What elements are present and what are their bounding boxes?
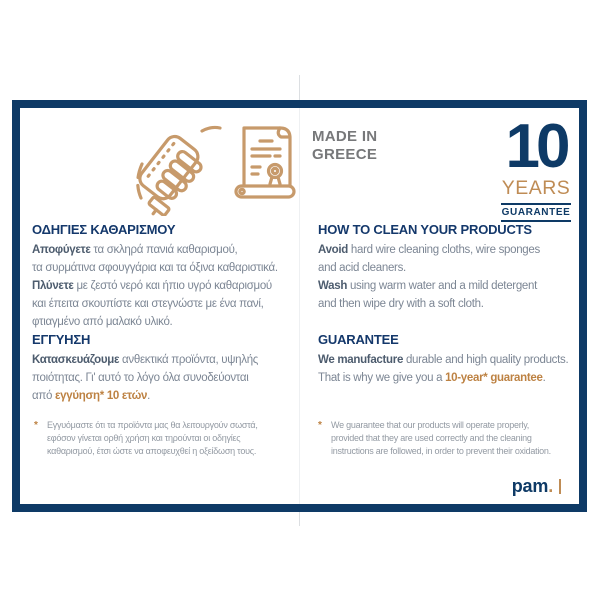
ten-years-guarantee-badge	[501, 112, 571, 222]
paragraph-guarantee-en: We manufacture durable and high quality products. That is why we give you a 10-year* guarantee.	[318, 354, 569, 384]
heading-guarantee-en: GUARANTEE	[318, 332, 399, 347]
lead-word: Wash	[318, 280, 348, 292]
logo-bar	[559, 479, 561, 494]
made-in-line1: MADE IN	[312, 128, 378, 145]
fold-line-top	[299, 75, 300, 100]
heading-guarantee-gr: ΕΓΓΥΗΣΗ	[32, 332, 91, 347]
logo-word: pam	[511, 476, 549, 496]
lead-word: We manufacture	[318, 354, 404, 366]
paragraph-cleaning-en: Avoid hard wire cleaning cloths, wire sponges and acid cleaners. Wash using warm water and a mild detergent and then wipe dry with a soft cloth.	[318, 244, 540, 310]
paragraph-guarantee-gr: Κατασκευάζουμε ανθεκτικά προϊόντα, υψηλής ποιότητας. Γι' αυτό το λόγο όλα συνοδεύονται από εγγύηση* 10 ετών.	[32, 354, 259, 402]
paragraph-cleaning-gr: Αποφύγετε τα σκληρά πανιά καθαρισμού, τα συρμάτινα σφουγγάρια και τα όξινα καθαριστικά. Πλύνετε με ζεστό νερό και ήπιο υγρό καθαρισμού και έπειτα σκουπίστε και στεγνώστε με ένα πανί, φτιαγμένο από μαλακό υλικό.	[32, 244, 278, 328]
lead-word: Avoid	[318, 244, 349, 256]
fold-line-bottom	[299, 512, 300, 526]
badge-years-label: YEARS	[501, 176, 571, 199]
badge-guarantee-label: GUARANTEE	[501, 203, 571, 222]
cleaning-and-certificate-icons	[132, 116, 304, 216]
made-in-text	[312, 128, 377, 164]
lead-word: Πλύνετε	[32, 280, 74, 292]
heading-cleaning-en: HOW TO CLEAN YOUR PRODUCTS	[318, 222, 532, 237]
guarantee-accent-gr: εγγύηση* 10 ετών	[54, 390, 148, 402]
pam-logo	[512, 476, 561, 497]
made-in-line2: GREECE	[312, 146, 378, 163]
footnote-gr: * Εγγυόμαστε ότι τα προϊόντα μας θα λειτουργούν σωστά, εφόσον γίνεται ορθή χρήση και τηρούνται οι οδηγίες καθαρισμού, έτσι ώστε να αποφευχθεί η οξείδωση τους.	[34, 420, 258, 456]
logo-dot: .	[548, 476, 553, 496]
asterisk-mark: *	[318, 420, 322, 431]
cleaning-cloth-icon	[132, 127, 220, 216]
lead-word: Κατασκευάζουμε	[32, 354, 120, 366]
certificate-icon	[236, 128, 294, 197]
guarantee-accent-en: 10-year* guarantee	[445, 372, 543, 384]
heading-cleaning-gr: ΟΔΗΓΙΕΣ ΚΑΘΑΡΙΣΜΟΥ	[32, 222, 176, 237]
badge-number: 10	[505, 112, 567, 181]
icons-group	[132, 116, 304, 221]
footnote-en: * We guarantee that our products will operate properly, provided that they are used correctly and the cleaning instructions are followed, in order to prevent their oxidation.	[318, 420, 551, 456]
asterisk-mark: *	[34, 420, 38, 431]
care-card	[12, 100, 587, 512]
lead-word: Αποφύγετε	[32, 244, 91, 256]
